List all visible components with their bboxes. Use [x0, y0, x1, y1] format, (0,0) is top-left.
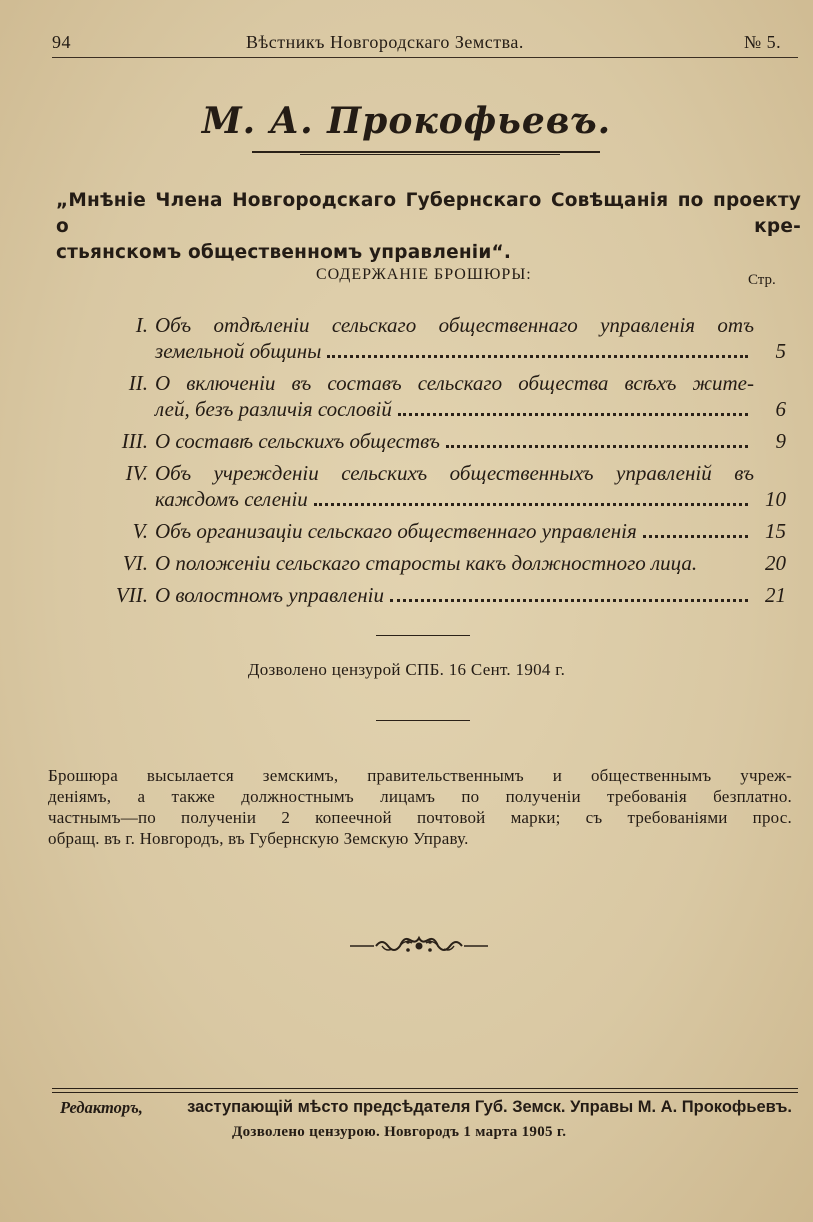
author-name: М. А. Прокофьевъ. — [201, 100, 612, 142]
journal-title: Вѣстникъ Новгородскаго Земства. — [246, 32, 524, 52]
toc-item-page: 20 — [765, 551, 786, 575]
title-line-1: „Мнѣніе Члена Новгородскаго Губернскаго Совѣщанія по проекту о кре- — [56, 190, 801, 237]
title-line-2: стьянскомъ общественномъ управленіи“. — [56, 242, 512, 263]
toc-item-page: 15 — [765, 519, 786, 543]
footer-censorship: Дозволено цензурою. Новгородъ 1 марта 1905 г. — [232, 1124, 567, 1140]
toc-item-text-cont: земельной общины — [155, 339, 322, 363]
brochure-title — [56, 188, 801, 266]
toc-heading: СОДЕРЖАНІЕ БРОШЮРЫ: — [316, 266, 532, 283]
toc-item-page: 10 — [765, 487, 786, 511]
page-number: 94 — [52, 32, 71, 52]
toc-item — [100, 460, 790, 512]
toc-item-number: II. — [128, 371, 148, 395]
censorship-note: Дозволено цензурой СПБ. 16 Сент. 1904 г. — [247, 660, 566, 679]
footer-rule — [52, 1088, 798, 1089]
toc-item-page: 21 — [765, 583, 786, 607]
ornament-flourish — [348, 934, 490, 958]
dot-leader — [446, 445, 748, 448]
toc-item — [100, 550, 790, 576]
dot-leader — [390, 599, 748, 602]
toc-item-text: О волостномъ управленіи — [155, 583, 384, 607]
toc-item — [100, 582, 790, 608]
editor-label: Редакторъ, — [60, 1098, 143, 1117]
toc-page-column-label: Стр. — [748, 272, 776, 288]
issue-number: № 5. — [744, 32, 782, 52]
paragraph-line: частнымъ—по полученіи 2 копеечной почтовой марки; съ требованіями прос. — [48, 808, 792, 827]
toc-item — [100, 518, 790, 544]
footer-rule — [52, 1092, 798, 1093]
toc-item-text: Объ отдѣленіи сельскаго общественнаго управленія отъ — [155, 313, 754, 337]
toc-item-text-cont: лей, безъ различія сословій — [155, 397, 392, 421]
divider — [376, 635, 470, 636]
toc-item-text: О положеніи сельскаго старосты какъ должностного лица. — [155, 551, 698, 575]
toc-item-page: 6 — [775, 397, 786, 421]
editor-line — [60, 1098, 792, 1118]
toc-item — [100, 370, 790, 422]
toc-item-text: Объ учрежденіи сельскихъ общественныхъ управленій въ — [155, 461, 754, 485]
toc-item-text-cont: каждомъ селеніи — [155, 487, 308, 511]
toc-item-number: IV. — [125, 461, 148, 485]
divider — [376, 720, 470, 721]
dot-leader — [643, 535, 748, 538]
paragraph-line: деніямъ, а также должностнымъ лицамъ по полученіи требованія безплатно. — [48, 787, 792, 806]
toc-item-number: VI. — [122, 551, 148, 575]
author-underline — [252, 151, 600, 153]
distribution-paragraph — [48, 765, 792, 849]
toc-item-page: 5 — [775, 339, 786, 363]
paragraph-line: обращ. въ г. Новгородъ, въ Губернскую Земскую Управу. — [48, 829, 469, 848]
header-rule — [52, 57, 798, 58]
toc-item-text: О составѣ сельскихъ обществъ — [155, 429, 440, 453]
toc-item-number: I. — [135, 313, 148, 337]
toc-item-number: III. — [121, 429, 148, 453]
toc-item-text: О включеніи въ составъ сельскаго общества всѣхъ жите- — [155, 371, 754, 395]
dot-leader — [327, 355, 748, 358]
paragraph-line: Брошюра высылается земскимъ, правительственнымъ и общественнымъ учреж- — [48, 766, 792, 785]
dot-leader — [398, 413, 748, 416]
editor-text: заступающій мѣсто предсѣдателя Губ. Земск. Управы М. А. Прокофьевъ. — [187, 1098, 792, 1116]
toc-item-text: Объ организаціи сельскаго общественнаго управленія — [155, 519, 637, 543]
toc-item-number: V. — [132, 519, 148, 543]
author-underline-thin — [300, 154, 560, 155]
dot-leader — [314, 503, 748, 506]
table-of-contents — [100, 312, 790, 608]
toc-item — [100, 312, 790, 364]
toc-item-page: 9 — [775, 429, 786, 453]
toc-item — [100, 428, 790, 454]
toc-item-number: VII. — [115, 583, 148, 607]
